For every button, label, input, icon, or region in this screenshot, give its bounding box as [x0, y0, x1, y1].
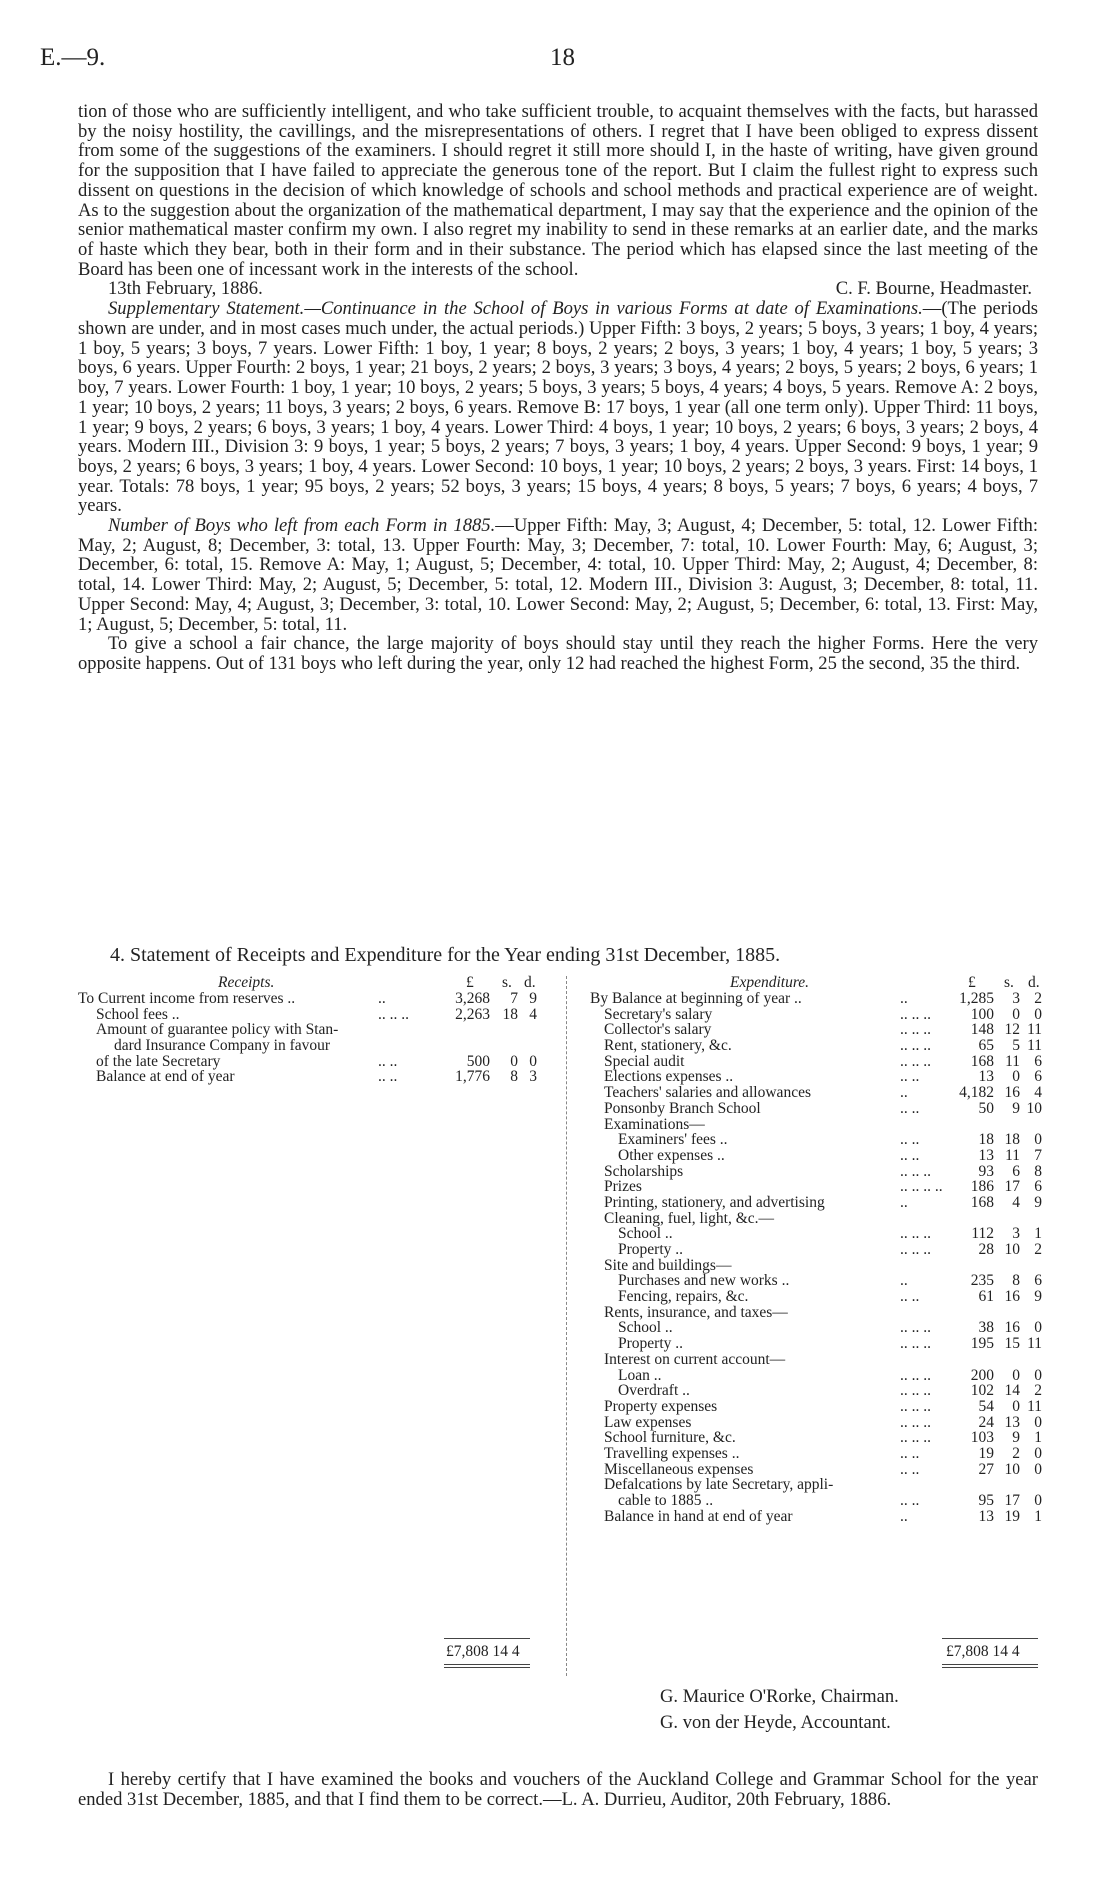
- document-reference: E.—9.: [40, 44, 106, 71]
- leader-dots: .. .. ..: [900, 1241, 931, 1258]
- expenditure-amount-pounds: 200: [970, 1366, 994, 1384]
- leader-dots: .. ..: [900, 1068, 920, 1086]
- expenditure-label: Ponsonby Branch School: [604, 1099, 761, 1117]
- supplementary-statement: [78, 299, 1038, 516]
- leader-dots: .. .. ..: [900, 1429, 931, 1447]
- leader-dots: .. ..: [900, 1492, 920, 1509]
- receipts-row: [78, 1007, 556, 1023]
- leader-dots: .. ..: [900, 1444, 920, 1462]
- expenditure-header: [590, 975, 1048, 991]
- expenditure-label: Teachers' salaries and allowances: [604, 1084, 811, 1102]
- expenditure-amount-shillings: 0: [1012, 1068, 1020, 1086]
- expenditure-amount-pence: 0: [1034, 1413, 1042, 1431]
- paragraph-continuation: tion of those who are sufficiently intelligent, and who take sufficient trouble, to acquaint themselves with the facts, but harassed by the noisy hostility, the cavillings, and the misrepresentations of others. I regret that I have been obliged to express dissent from some of the suggestions of the examiners. I should regret it still more should I, in the haste of writing, have given ground for the supposition that I have failed to appreciate the generous tone of the report. But I claim the fullest right to express such dissent on questions in the decision of which knowledge of schools and school methods and practical experience are of weight. As to the suggestion about the organization of the mathematical department, I may say that the experience and the opinion of the senior mathematical master confirm my own. I also regret my inability to send in these remarks at an earlier date, and the marks of haste which they bear, both in their form and in their substance. The period which has elapsed since the last meeting of the Board has been one of incessant work in the interests of the school.: [78, 101, 1038, 280]
- receipts-amount-pence: 9: [529, 990, 537, 1007]
- leader-dots: .. .. ..: [900, 1037, 931, 1055]
- receipts-heading: Receipts.: [218, 974, 275, 991]
- expenditure-amount-pounds: 186: [970, 1178, 994, 1196]
- receipts-label: dard Insurance Company in favour: [114, 1037, 331, 1055]
- leader-dots: .. .. .. ..: [900, 1178, 943, 1196]
- expenditure-label: Rents, insurance, and taxes—: [604, 1303, 788, 1321]
- expenditure-amount-pounds: 13: [978, 1146, 994, 1164]
- expenditure-label: Loan ..: [618, 1366, 662, 1384]
- shillings-column-header: s.: [1004, 974, 1014, 991]
- expenditure-amount-pence: 11: [1027, 1335, 1042, 1353]
- expenditure-amount-pounds: 95: [978, 1492, 994, 1509]
- leader-dots: .. .. ..: [900, 1021, 931, 1039]
- expenditure-amount-pence: 6: [1034, 1052, 1042, 1070]
- expenditure-label: Prizes: [604, 1178, 642, 1196]
- expenditure-amount-pounds: 168: [970, 1052, 994, 1070]
- expenditure-row: [590, 1007, 1048, 1023]
- receipts-row: [78, 1038, 556, 1054]
- expenditure-total: £7,808 14 4: [946, 1643, 1020, 1660]
- leader-dots: .. .. ..: [900, 1052, 931, 1070]
- leader-dots: .. .. ..: [900, 1382, 931, 1400]
- receipts-amount-shillings: 0: [510, 1052, 518, 1070]
- leader-dots: .. .. ..: [900, 1225, 931, 1243]
- expenditure-row: [590, 1493, 1048, 1509]
- fair-chance-paragraph: To give a school a fair chance, the large majority of boys should stay until they reach the higher Forms. Here the very opposite happens. Out of 131 boys who left during the year, only 12 had reached the highest Form, 25 the second, 35 the third.: [78, 633, 1038, 674]
- expenditure-amount-pounds: 102: [970, 1382, 994, 1400]
- headmaster-signature-line: [78, 279, 1038, 299]
- receipts-label: School fees ..: [96, 1005, 180, 1023]
- expenditure-label: Purchases and new works ..: [618, 1272, 790, 1290]
- receipts-row: [78, 991, 556, 1007]
- expenditure-amount-pence: 11: [1027, 1037, 1042, 1055]
- expenditure-label: Secretary's salary: [604, 1005, 713, 1023]
- expenditure-row: [590, 1164, 1048, 1180]
- expenditure-label: Law expenses: [604, 1413, 692, 1431]
- page-number: 18: [550, 44, 575, 71]
- expenditure-label: Defalcations by late Secretary, appli-: [604, 1476, 834, 1494]
- expenditure-table: [590, 975, 1048, 1524]
- leader-dots: .. .. ..: [900, 1413, 931, 1431]
- expenditure-label: Elections expenses ..: [604, 1068, 734, 1086]
- expenditure-amount-pence: 0: [1034, 1319, 1042, 1337]
- leader-dots: ..: [900, 1193, 908, 1211]
- expenditure-amount-pence: 11: [1027, 1397, 1042, 1415]
- expenditure-label: Examinations—: [604, 1115, 705, 1133]
- expenditure-amount-shillings: 14: [1004, 1382, 1020, 1400]
- receipts-label: Balance at end of year: [96, 1068, 235, 1086]
- expenditure-label: Miscellaneous expenses: [604, 1460, 754, 1478]
- supplementary-text: —(The periods shown are under, and in most cases much under, the actual periods.) Upper Fifth: 3 boys, 2 years; 5 boys, 3 years; 1 boy, 4 years; 1 boy, 5 years; 3 boys, 7 years. Lower Fifth: 1 boy, 1 year; 8 boys, 2 years; 2 boys, 3 years; 1 boy, 4 years; 1 boy, 5 years; 3 boys, 6 years. Upper Fourth: 2 boys, 1 year; 21 boys, 2 years; 2 boys, 3 years; 3 boys, 4 years; 2 boys, 5 years; 2 boys, 6 years; 1 boy, 7 years. Lower Fourth: 1 boy, 1 year; 10 boys, 2 years; 5 boys, 3 years; 5 boys, 4 years; 4 boys, 5 years. Remove A: 2 boys, 1 year; 10 boys, 2 years; 11 boys, 3 years; 2 boys, 6 years. Remove B: 17 boys, 1 year (all one term only). Upper Third: 11 boys, 1 year; 9 boys, 2 years; 6 boys, 3 years; 1 boy, 4 years. Lower Third: 4 boys, 1 year; 10 boys, 2 years; 6 boys, 3 years; 2 boys, 4 years. Modern III., Division 3: 9 boys, 1 year; 5 boys, 2 years; 7 boys, 3 years; 1 boy, 4 years. Upper Second: 9 boys, 1 year; 9 boys, 2 years; 6 boys, 3 years; 1 boy, 4 years. Lower Second: 10 boys, 1 year; 10 boys, 2 years; 2 boys, 3 years. First: 14 boys, 1 year. Totals: 78 boys, 1 year; 95 boys, 2 years; 52 boys, 3 years; 15 boys, 4 years; 8 boys, 5 years; 7 boys, 6 years; 4 boys, 7 years.: [78, 298, 1038, 517]
- expenditure-amount-shillings: 16: [1004, 1288, 1020, 1306]
- expenditure-label: Balance in hand at end of year: [604, 1507, 793, 1525]
- expenditure-amount-pence: 0: [1034, 1005, 1042, 1023]
- expenditure-row: [590, 991, 1048, 1007]
- expenditure-amount-pounds: 19: [978, 1444, 994, 1462]
- expenditure-row: [590, 1509, 1048, 1525]
- chairman-signature: G. Maurice O'Rorke, Chairman.: [660, 1686, 899, 1707]
- expenditure-amount-shillings: 4: [1012, 1193, 1020, 1211]
- receipts-label: of the late Secretary: [96, 1052, 221, 1070]
- leader-dots: .. ..: [378, 1052, 398, 1070]
- expenditure-amount-pounds: 18: [978, 1131, 994, 1149]
- expenditure-amount-shillings: 17: [1004, 1178, 1020, 1196]
- expenditure-row: [590, 1383, 1048, 1399]
- expenditure-amount-shillings: 11: [1005, 1052, 1020, 1070]
- expenditure-amount-pence: 2: [1034, 990, 1042, 1007]
- expenditure-row: [590, 1195, 1048, 1211]
- expenditure-amount-pounds: 28: [978, 1241, 994, 1258]
- expenditure-label: Rent, stationery, &c.: [604, 1037, 732, 1055]
- expenditure-row: [590, 1054, 1048, 1070]
- pounds-column-header: £: [466, 974, 474, 991]
- leader-dots: .. ..: [900, 1131, 920, 1149]
- expenditure-amount-shillings: 8: [1012, 1272, 1020, 1290]
- expenditure-amount-pence: 0: [1034, 1444, 1042, 1462]
- receipts-amount-pence: 4: [529, 1005, 537, 1023]
- expenditure-label: cable to 1885 ..: [618, 1492, 714, 1509]
- boys-left-heading: Number of Boys who left from each Form in 1885.: [108, 515, 496, 537]
- receipts-amount-shillings: 7: [510, 990, 518, 1007]
- expenditure-amount-pounds: 38: [978, 1319, 994, 1337]
- expenditure-amount-shillings: 16: [1004, 1084, 1020, 1102]
- expenditure-amount-pounds: 65: [978, 1037, 994, 1055]
- expenditure-amount-pence: 0: [1034, 1366, 1042, 1384]
- expenditure-row: [590, 1069, 1048, 1085]
- expenditure-amount-pounds: 13: [978, 1068, 994, 1086]
- expenditure-amount-pence: 9: [1034, 1288, 1042, 1306]
- expenditure-amount-pence: 1: [1034, 1429, 1042, 1447]
- expenditure-row: [590, 1462, 1048, 1478]
- expenditure-row: [590, 1477, 1048, 1493]
- expenditure-amount-pence: 2: [1034, 1241, 1042, 1258]
- expenditure-label: Collector's salary: [604, 1021, 712, 1039]
- expenditure-label: Property ..: [618, 1241, 684, 1258]
- expenditure-row: [590, 1038, 1048, 1054]
- expenditure-amount-shillings: 18: [1004, 1131, 1020, 1149]
- expenditure-amount-shillings: 3: [1012, 990, 1020, 1007]
- expenditure-label: School ..: [618, 1225, 673, 1243]
- receipts-row: [78, 1069, 556, 1085]
- leader-dots: .. .. ..: [900, 1397, 931, 1415]
- leader-dots: ..: [900, 1272, 908, 1290]
- receipts-amount-pounds: 3,268: [455, 990, 490, 1007]
- receipts-label: To Current income from reserves ..: [78, 990, 296, 1007]
- expenditure-row: [590, 1211, 1048, 1227]
- shillings-column-header: s.: [502, 974, 512, 991]
- expenditure-label: School furniture, &c.: [604, 1429, 736, 1447]
- pence-column-header: d.: [524, 974, 536, 991]
- expenditure-row: [590, 1085, 1048, 1101]
- expenditure-amount-pence: 1: [1034, 1225, 1042, 1243]
- expenditure-amount-pounds: 103: [970, 1429, 994, 1447]
- expenditure-row: [590, 1273, 1048, 1289]
- receipts-total: £7,808 14 4: [446, 1643, 520, 1660]
- leader-dots: ..: [378, 990, 386, 1007]
- expenditure-row: [590, 1289, 1048, 1305]
- expenditure-row: [590, 1415, 1048, 1431]
- expenditure-amount-shillings: 9: [1012, 1429, 1020, 1447]
- boys-left-paragraph: [78, 516, 1038, 634]
- expenditure-label: Other expenses ..: [618, 1146, 725, 1164]
- receipts-row: [78, 1054, 556, 1070]
- expenditure-amount-pence: 6: [1034, 1068, 1042, 1086]
- expenditure-amount-pounds: 112: [971, 1225, 994, 1243]
- receipts-header: [78, 975, 556, 991]
- expenditure-amount-pounds: 93: [978, 1162, 994, 1180]
- expenditure-label: Property expenses: [604, 1397, 718, 1415]
- expenditure-row: [590, 1399, 1048, 1415]
- expenditure-amount-pounds: 1,285: [959, 990, 994, 1007]
- expenditure-row: [590, 1320, 1048, 1336]
- expenditure-row: [590, 1132, 1048, 1148]
- pounds-column-header: £: [968, 974, 976, 991]
- expenditure-amount-shillings: 2: [1012, 1444, 1020, 1462]
- expenditure-amount-pounds: 148: [970, 1021, 994, 1039]
- expenditure-amount-pounds: 4,182: [959, 1084, 994, 1102]
- expenditure-row: [590, 1022, 1048, 1038]
- expenditure-row: [590, 1101, 1048, 1117]
- accountant-signature: G. von der Heyde, Accountant.: [660, 1712, 891, 1733]
- expenditure-label: Scholarships: [604, 1162, 684, 1180]
- expenditure-amount-shillings: 12: [1004, 1021, 1020, 1039]
- leader-dots: .. .. ..: [900, 1366, 931, 1384]
- expenditure-amount-pence: 0: [1034, 1131, 1042, 1149]
- auditor-certificate: I hereby certify that I have examined the books and vouchers of the Auckland College and Grammar School for the year ended 31st December, 1885, and that I find them to be correct.—L. A. Durrieu, Auditor, 20th February, 1886.: [78, 1769, 1038, 1810]
- expenditure-amount-shillings: 0: [1012, 1366, 1020, 1384]
- leader-dots: .. .. ..: [900, 1162, 931, 1180]
- expenditure-label: Site and buildings—: [604, 1256, 732, 1274]
- expenditure-row: [590, 1336, 1048, 1352]
- expenditure-amount-pounds: 195: [970, 1335, 994, 1353]
- expenditure-amount-pence: 0: [1034, 1460, 1042, 1478]
- leader-dots: .. ..: [900, 1099, 920, 1117]
- expenditure-row: [590, 1226, 1048, 1242]
- expenditure-amount-shillings: 9: [1012, 1099, 1020, 1117]
- expenditure-amount-pence: 7: [1034, 1146, 1042, 1164]
- expenditure-amount-shillings: 19: [1004, 1507, 1020, 1525]
- expenditure-row: [590, 1446, 1048, 1462]
- receipts-subtotal-rule: [444, 1638, 530, 1639]
- expenditure-amount-pence: 1: [1034, 1507, 1042, 1525]
- expenditure-subtotal-rule: [942, 1638, 1038, 1639]
- report-date: 13th February, 1886.: [108, 278, 263, 300]
- expenditure-row: [590, 1430, 1048, 1446]
- expenditure-label: School ..: [618, 1319, 673, 1337]
- receipts-row: [78, 1022, 556, 1038]
- expenditure-row: [590, 1258, 1048, 1274]
- receipts-amount-shillings: 18: [502, 1005, 518, 1023]
- leader-dots: ..: [900, 1507, 908, 1525]
- expenditure-amount-pence: 6: [1034, 1272, 1042, 1290]
- supplementary-heading: Supplementary Statement.—Continuance in the School of Boys in various Forms at date of Examinations.: [108, 298, 923, 320]
- page-header: [40, 44, 1074, 74]
- expenditure-amount-pence: 2: [1034, 1382, 1042, 1400]
- expenditure-amount-shillings: 5: [1012, 1037, 1020, 1055]
- main-text: [78, 102, 1038, 674]
- expenditure-amount-shillings: 17: [1004, 1492, 1020, 1509]
- leader-dots: .. .. ..: [900, 1005, 931, 1023]
- expenditure-amount-shillings: 0: [1012, 1005, 1020, 1023]
- expenditure-label: Cleaning, fuel, light, &c.—: [604, 1209, 775, 1227]
- statement-title: 4. Statement of Receipts and Expenditure for the Year ending 31st December, 1885.: [110, 944, 781, 966]
- receipts-amount-pence: 0: [529, 1052, 537, 1070]
- expenditure-label: Interest on current account—: [604, 1350, 786, 1368]
- expenditure-amount-pence: 6: [1034, 1178, 1042, 1196]
- leader-dots: ..: [900, 1084, 908, 1102]
- expenditure-amount-shillings: 10: [1004, 1241, 1020, 1258]
- leader-dots: .. ..: [900, 1288, 920, 1306]
- leader-dots: .. .. ..: [900, 1335, 931, 1353]
- expenditure-label: Property ..: [618, 1335, 684, 1353]
- expenditure-row: [590, 1242, 1048, 1258]
- column-divider: [566, 976, 568, 1676]
- expenditure-amount-pounds: 24: [978, 1413, 994, 1431]
- expenditure-amount-pence: 11: [1027, 1021, 1042, 1039]
- expenditure-row: [590, 1305, 1048, 1321]
- expenditure-row: [590, 1179, 1048, 1195]
- expenditure-amount-pence: 9: [1034, 1193, 1042, 1211]
- headmaster-signature: C. F. Bourne, Headmaster.: [835, 278, 1032, 300]
- expenditure-total-rule: [942, 1664, 1038, 1668]
- receipts-amount-pounds: 500: [466, 1052, 490, 1070]
- receipts-amount-pounds: 2,263: [455, 1005, 490, 1023]
- expenditure-amount-shillings: 6: [1012, 1162, 1020, 1180]
- expenditure-amount-shillings: 16: [1004, 1319, 1020, 1337]
- expenditure-amount-pounds: 235: [970, 1272, 994, 1290]
- leader-dots: .. ..: [900, 1460, 920, 1478]
- expenditure-amount-pence: 8: [1034, 1162, 1042, 1180]
- receipts-amount-pounds: 1,776: [455, 1068, 490, 1086]
- expenditure-label: Special audit: [604, 1052, 685, 1070]
- expenditure-amount-pounds: 13: [978, 1507, 994, 1525]
- expenditure-heading: Expenditure.: [730, 974, 810, 991]
- leader-dots: .. ..: [378, 1068, 398, 1086]
- expenditure-amount-pounds: 54: [978, 1397, 994, 1415]
- expenditure-amount-pounds: 168: [970, 1193, 994, 1211]
- expenditure-amount-shillings: 13: [1004, 1413, 1020, 1431]
- expenditure-label: Examiners' fees ..: [618, 1131, 728, 1149]
- expenditure-amount-pounds: 50: [978, 1099, 994, 1117]
- expenditure-label: Fencing, repairs, &c.: [618, 1288, 749, 1306]
- expenditure-row: [590, 1352, 1048, 1368]
- leader-dots: .. ..: [900, 1146, 920, 1164]
- leader-dots: .. .. ..: [378, 1005, 409, 1023]
- pence-column-header: d.: [1028, 974, 1040, 991]
- receipts-label: Amount of guarantee policy with Stan-: [96, 1021, 339, 1039]
- receipts-table: [78, 975, 556, 1085]
- expenditure-amount-shillings: 11: [1005, 1146, 1020, 1164]
- expenditure-row: [590, 1117, 1048, 1133]
- leader-dots: .. .. ..: [900, 1319, 931, 1337]
- expenditure-label: Travelling expenses ..: [604, 1444, 740, 1462]
- expenditure-amount-pence: 0: [1034, 1492, 1042, 1509]
- expenditure-label: By Balance at beginning of year ..: [590, 990, 802, 1007]
- expenditure-amount-shillings: 15: [1004, 1335, 1020, 1353]
- boys-left-text: —Upper Fifth: May, 3; August, 4; December, 5: total, 12. Lower Fifth: May, 2; August, 8; December, 3: total, 13. Upper Fourth: May, 3; December, 7: total, 10. Lower Fourth: May, 6; August, 3; December, 6: total, 15. Remove A: May, 1; August, 5; December, 4: total, 10. Upper Third: May, 2; August, 4; December, 8: total, 14. Lower Third: May, 2; August, 5; December, 5: total, 12. Modern III., Division 3: August, 3; December, 8: total, 11. Upper Second: May, 4; August, 3; December, 3: total, 10. Lower Second: May, 2; August, 5; December, 6: total, 13. First: May, 1; August, 5; December, 5: total, 11.: [78, 515, 1038, 635]
- expenditure-label: Overdraft ..: [618, 1382, 690, 1400]
- receipts-amount-shillings: 8: [510, 1068, 518, 1086]
- leader-dots: ..: [900, 990, 908, 1007]
- expenditure-amount-pence: 4: [1034, 1084, 1042, 1102]
- expenditure-amount-shillings: 0: [1012, 1397, 1020, 1415]
- expenditure-row: [590, 1368, 1048, 1384]
- expenditure-label: Printing, stationery, and advertising: [604, 1193, 825, 1211]
- expenditure-amount-pounds: 100: [970, 1005, 994, 1023]
- expenditure-amount-pounds: 27: [978, 1460, 994, 1478]
- expenditure-row: [590, 1148, 1048, 1164]
- expenditure-amount-shillings: 3: [1012, 1225, 1020, 1243]
- expenditure-amount-pounds: 61: [978, 1288, 994, 1306]
- expenditure-amount-pence: 10: [1026, 1099, 1042, 1117]
- receipts-total-rule: [444, 1664, 530, 1668]
- receipts-amount-pence: 3: [529, 1068, 537, 1086]
- expenditure-amount-shillings: 10: [1004, 1460, 1020, 1478]
